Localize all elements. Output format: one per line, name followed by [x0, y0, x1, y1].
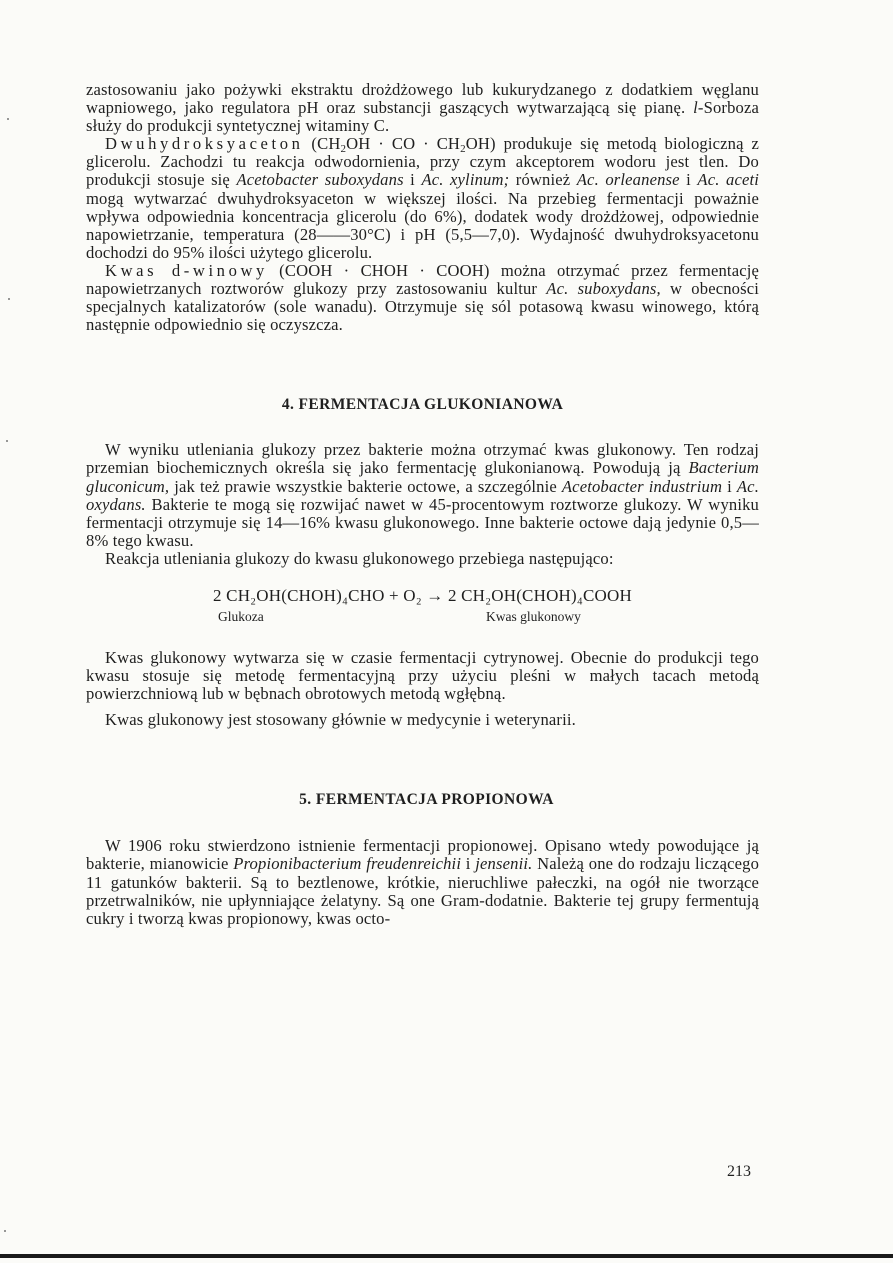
paragraph-glukonian-1: W wyniku utleniania glukozy przez bakterie można otrzymać kwas glukonowy. Ten rodzaj przemian biochemicznych określa się jako fermentację glukonianową. Powodują ją Bacterium gluconicum, jak też prawie wszystkie bakterie octowe, a szczególnie Acetobacter industrium i Ac. oxydans. Bakterie te mogą się rozwijać nawet w 45-procentowym roztworze glukozy. W wyniku fermentacji otrzymuje się 14—16% kwasu glukonowego. Inne bakterie octowe dają jedynie 0,5—8% tego kwasu. [86, 440, 759, 550]
equation-labels [86, 609, 759, 629]
section-heading-5: 5. FERMENTACJA PROPIONOWA [299, 791, 554, 809]
paragraph-dwuhydroksyaceton: Dwuhydroksyaceton ($CH_2OH$ · CO · $CH_2OH$) produkuje się metodą biologiczną z glicerolu. Zachodzi tu reakcja odwodornienia, przy czym akceptorem wodoru jest tlen. Do produkcji stosuje się Acetobacter suboxydans i Ac. xylinum; również Ac. orleanense i Ac. aceti mogą wytwarzać dwuhydroksyaceton w większej ilości. Na przebieg fermentacji poważnie wpływa odpowiednia koncentracja glicerolu (do 6%), dodatek wody drożdżowej, odpowiednie napowietrzanie, temperatura (28——30°C) i pH (5,5—7,0). Wydajność dwuhydroksyacetonu dochodzi do 95% ilości użytego glicerolu. [86, 134, 760, 262]
label-glukoza: Glukoza [218, 608, 264, 624]
scan-speck [8, 298, 10, 300]
paragraph-propion-1: W 1906 roku stwierdzono istnienie fermentacji propionowej. Opisano wtedy powodujące ją bakterie, mianowicie Propionibacterium freudenreichii i jensenii. Należą one do rodzaju liczącego 11 gatunków bakterii. Są to beztlenowe, krótkie, nieruchliwe pałeczki, na ogół nie tworzące przetrwalników, nie upłynniające żelatyny. Są one Gram-dodatnie. Bakterie tej grupy fermentują cukry i tworzą kwas propionowy, kwas octo- [86, 836, 760, 928]
paragraph-kwas-winowy: Kwas d-winowy (COOH · CHOH · COOH) można otrzymać przez fermentację napowietrzanych roztworów glukozy przy zastosowaniu kultur Ac. suboxydans, w obecności specjalnych katalizatorów (sole wanadu). Otrzymuje się sól potasową kwasu winowego, którą następnie odpowiednio się oczyszcza. [86, 260, 760, 335]
page-number: 213 [727, 1163, 751, 1180]
paragraph-glukonian-4: Kwas glukonowy jest stosowany głównie w medycynie i weterynarii. [105, 710, 576, 730]
paragraph-sorboza: zastosowaniu jako pożywki ekstraktu drożdżowego lub kukurydzanego z dodatkiem węglanu wapniowego, jako regulatora pH oraz substancji gaszących wytwarzającą się pianę. l-Sorboza służy do produkcji syntetycznej witaminy C. [86, 80, 759, 136]
section-heading-4: 4. FERMENTACJA GLUKONIANOWA [281, 396, 564, 414]
scan-bottom-edge [0, 1254, 893, 1258]
paragraph-glukonian-3: Kwas glukonowy wytwarza się w czasie fermentacji cytrynowej. Obecnie do produkcji tego kwasu stosuje się metodę fermentacyjną przy użyciu pleśni w małych tacach metodą powierzchniową lub w bębnach obrotowych metodą wgłębną. [86, 647, 759, 704]
page-body [86, 81, 759, 928]
label-kwas-glukonowy: Kwas glukonowy [486, 608, 581, 624]
scan-speck [7, 118, 9, 120]
chemical-equation: 2 CH₂OH(CHOH)₄CHO + O₂ → 2 CH₂OH(CHOH)₄COOH [213, 585, 632, 605]
scan-speck [4, 1230, 6, 1232]
scan-speck [6, 440, 8, 442]
paragraph-glukonian-2: Reakcja utleniania glukozy do kwasu glukonowego przebiega następująco: [105, 548, 614, 568]
